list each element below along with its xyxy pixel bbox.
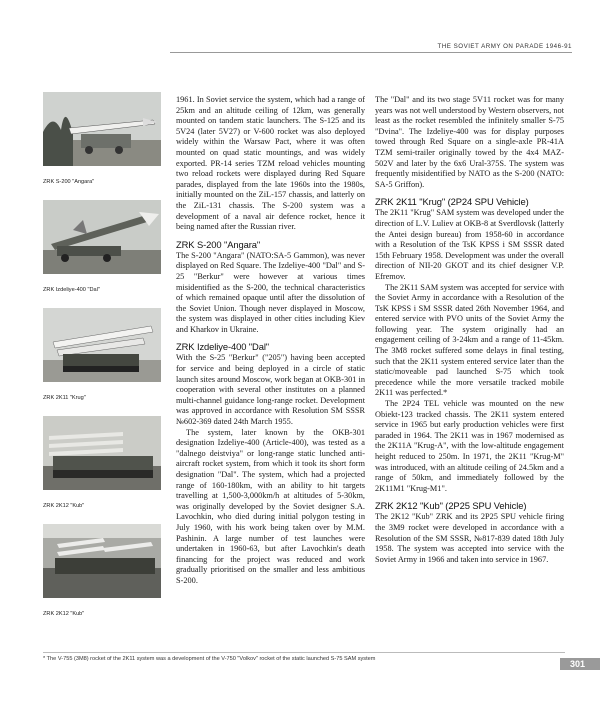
section-heading: ZRK 2K12 "Kub" (2P25 SPU Vehicle) <box>375 500 527 512</box>
running-header: THE SOVIET ARMY ON PARADE 1946-91 <box>437 43 572 50</box>
photo-dal <box>43 200 161 274</box>
paragraph: The S-200 "Angara" (NATO:SA-5 Gammon), was never displayed on Red Square. The Izdeliye-400 "Dal" and S-25 "Berkur" were however at various times misidentified as the S-200, the technical characteristics of which remained opaque until after the dissolution of the Soviet Union. Though never displayed in Moscow, the system was displayed in other cities including Kiev and Kharkov in Ukraine. <box>176 250 365 334</box>
footnote-rule <box>43 652 565 653</box>
photo-s200 <box>43 92 161 166</box>
footnote: * The V-755 (3M8) rocket of the 2K11 system was a development of the V-750 "Volkov" rocket of the static launched S-75 SAM system <box>43 656 376 662</box>
section-heading: ZRK Izdeliye-400 "Dal" <box>176 341 270 353</box>
photo-kub-2 <box>43 524 161 598</box>
photo-kub-1 <box>43 416 161 490</box>
text-column-1 <box>176 95 365 587</box>
photo-caption: ZRK Izdeliye-400 "Dal" <box>43 287 100 293</box>
photo-caption: ZRK S-200 "Angara" <box>43 179 95 185</box>
section-heading: ZRK 2K11 "Krug" (2P24 SPU Vehicle) <box>375 196 529 208</box>
paragraph: The 2K12 "Kub" ZRK and its 2P25 SPU vehicle firing the 3M9 rocket were developed in accordance with a Resolution of the SM SSSR, №817-839 dated 18th July 1958. The system was accepted into service with the Soviet Army in 1966 and taken into service in 1967. <box>375 512 564 564</box>
photo-caption: ZRK 2K12 "Kub" <box>43 503 85 509</box>
text-column-2 <box>375 95 564 565</box>
paragraph: The "Dal" and its two stage 5V11 rocket was for many years was not well understood by Western observers, not least as the rocket resembled the infinitely smaller S-75 "Dvina". The Izdeliye-400 was for display purposes towed through Red Square on a single-axle PR-41A TZM semi-trailer originally towed by the 4x4 MAZ-502V and later by the 6x6 Ural-375S. The system was frequently misidentified by NATO as the S-200 (NATO: SA-5 Griffon). <box>375 95 564 189</box>
paragraph: The 2P24 TEL vehicle was mounted on the new Obiekt-123 tracked chassis. The 2K11 system entered service in 1965 but early production vehicles were first paraded in 1964. The 2K11 was in 1967 modernised as the 2K11A "Krug-A", with the low-altitude engagement height reduced to 250m. In 1971, the 2K11 "Krug-M" was introduced, with an altitude ceiling of 24.5km and a range of 50km, and immediately followed by the 2K11M1 "Krug-M1". <box>375 399 564 493</box>
photo-krug <box>43 308 161 382</box>
photo-caption: ZRK 2K11 "Krug" <box>43 395 86 401</box>
paragraph: The 2K11 "Krug" SAM system was developed under the direction of L.V. Luliev at OKB-8 at Sverdlovsk (latterly the Antei design bureau) from 1958-60 in accordance with a Resolution of the TsK KPSS i SM SSSR dated 15th February 1958. Development was under the overall direction of NII-20 GKOT and its chief designer V.P. Efremov. <box>375 208 564 281</box>
header-rule <box>170 52 572 53</box>
paragraph: With the S-25 "Berkur" ("205") having been accepted for service and being deployed in a circle of static launch sites around Moscow, work began at OKB-301 in cooperation with several other institutes on a planned multi-channel guidance long-range rocket. Development was approved in accordance with Resolution SM SSSR №602-369 dated 24th March 1955. <box>176 353 365 427</box>
photo-caption: ZRK 2K12 "Kub" <box>43 611 85 617</box>
paragraph: The 2K11 SAM system was accepted for service with the Soviet Army in accordance with a Resolution of the TsK KPSS i SM SSSR dated 26th November 1964, and entered service with PVO units of the Soviet Army the following year. The system originally had an engagement ceiling of 3-24km and a range of 11-45km. The 3M8 rocket suffered some delays in final testing, such that the 2K11 system entered service later than the static/moveable pad launched S-75 which took precedence while the more versatile tracked mobile 2K11 was perfected.* <box>375 282 564 398</box>
paragraph: The system, later known by the OKB-301 designation Izdeliye-400 (Article-400), was tested as a "dalnego deistviya" or long-range static lunched anti-aircraft rocket system, from which it took its short form designation "Dal". The system, which had a projected range of 160-180km, with an ability to hit targets travelling at 1,500-3,000km/h at altitudes of 5-30km, was originally developed by the Soviet designer S.A. Lavochkin, who died during initial polygon testing in July 1960, with his work being taken over by M.M. Pashinin. A large number of test launches were undertaken in 1960-63, but after Lavochkin's death financing for the project was reduced and work gradually prioritised on the smaller and less ambitious S-200. <box>176 427 365 585</box>
page-number: 301 <box>570 659 586 669</box>
paragraph: 1961. In Soviet service the system, which had a range of 25km and an altitude ceiling of 12km, was generally mounted on tandem static launchers. The S-125 and its 5V24 (later 5V27) or V-600 rocket was also deployed widely within the Warsaw Pact, where it was often mounted on quad static mountings, and was widely exported. PR-14 series TZM reload vehicles mounting two reload rockets were displayed during Red Square parades, displayed from the late 1960s into the 1980s, initially mounted on the ZiL-157 chassis, and latterly on the ZiL-131 chassis. The S-200 system was a development of a naval air defence rocket, hence it being named after the Russian river. <box>176 95 365 232</box>
section-heading: ZRK S-200 "Angara" <box>176 238 261 250</box>
